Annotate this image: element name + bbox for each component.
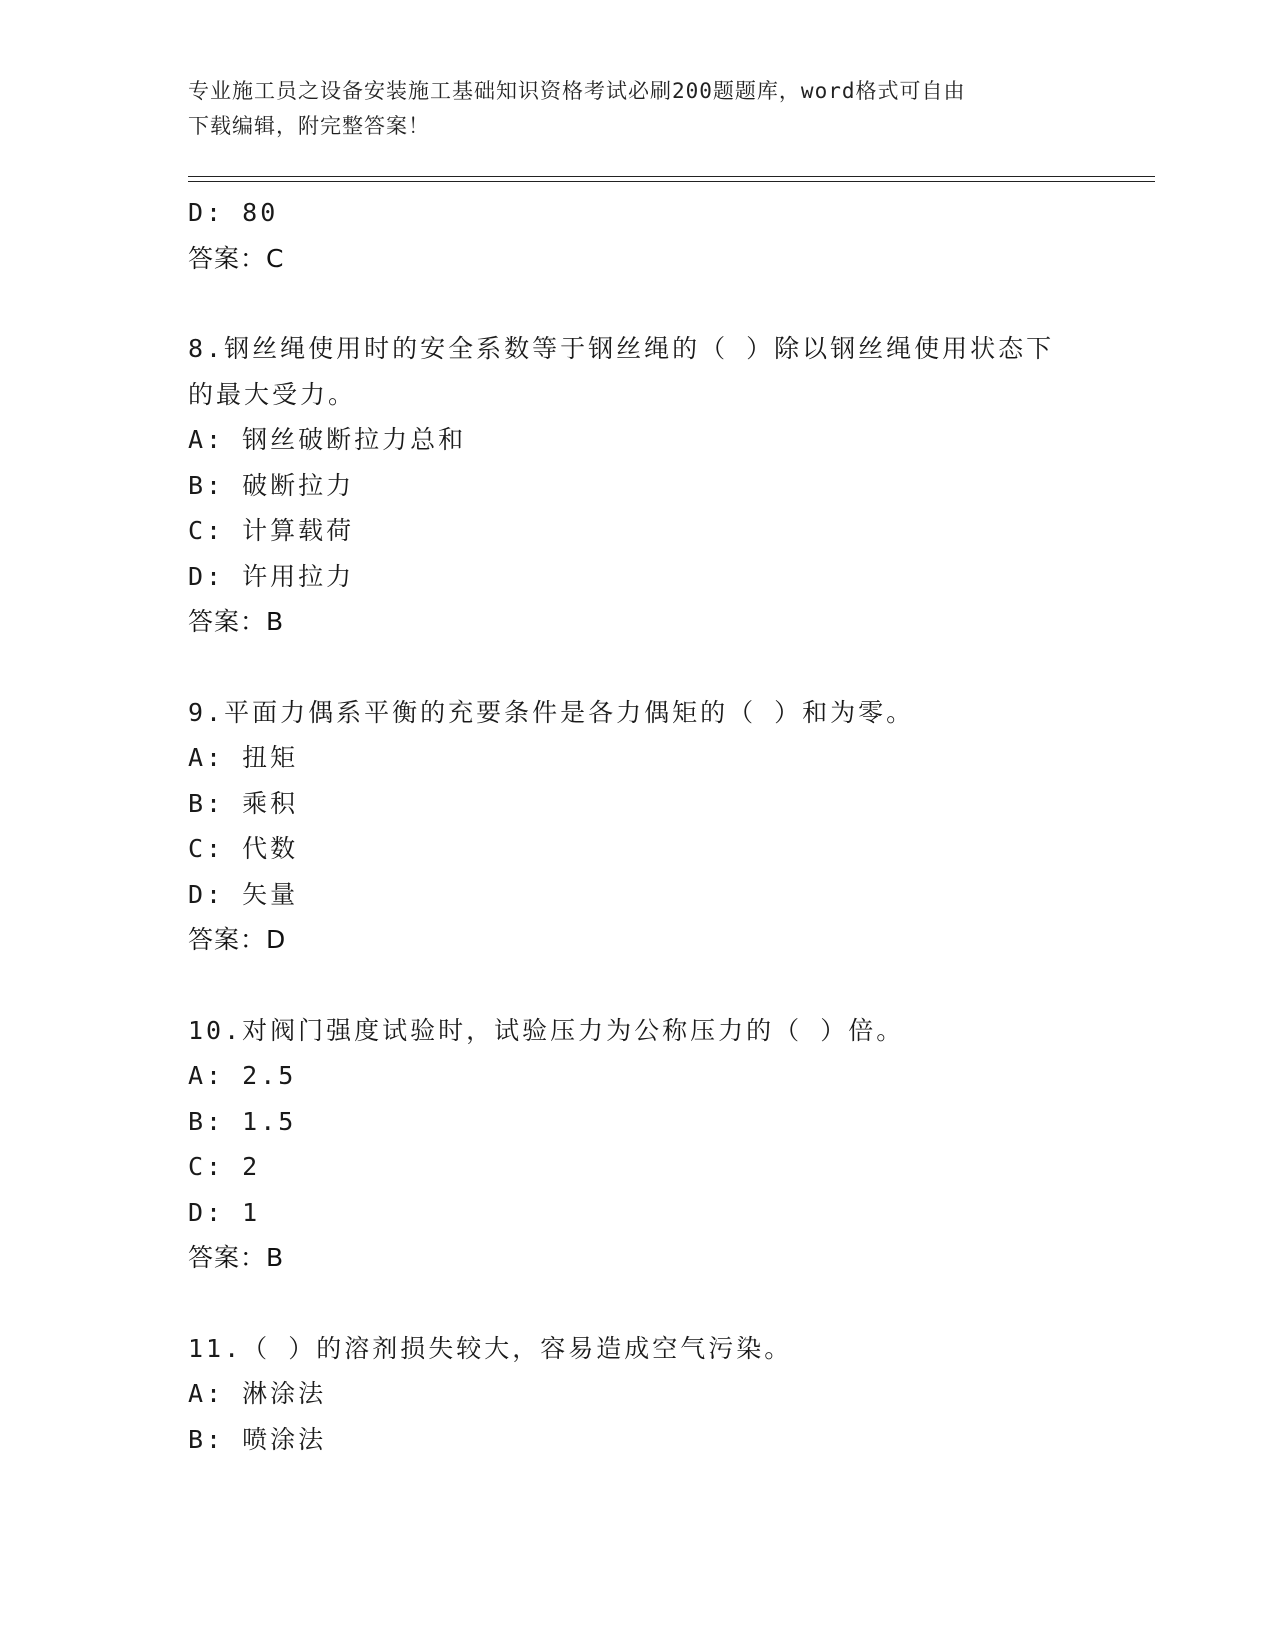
answer-line: 答案：B	[188, 607, 285, 636]
question-9	[188, 690, 1088, 963]
option-a: A: 2.5	[188, 1061, 297, 1090]
option-c: C: 计算载荷	[188, 516, 355, 545]
question-list	[188, 190, 1088, 1462]
question-stem-line-1: 11.（ ）的溶剂损失较大，容易造成空气污染。	[188, 1333, 793, 1363]
spacer	[188, 963, 1088, 1008]
option-b: B: 1.5	[188, 1106, 297, 1136]
question-stem-line-1: 9.平面力偶系平衡的充要条件是各力偶矩的（ ）和为零。	[188, 697, 915, 727]
question-10	[188, 1008, 1088, 1281]
question-stem-line-1: 10.对阀门强度试验时，试验压力为公称压力的（ ）倍。	[188, 1015, 905, 1045]
option-c: C: 2	[188, 1152, 261, 1181]
option-d: D: 许用拉力	[188, 561, 355, 591]
answer-line: 答案：D	[188, 925, 287, 954]
option-a: A: 钢丝破断拉力总和	[188, 425, 467, 454]
option-b: B: 喷涂法	[188, 1424, 327, 1454]
question-11	[188, 1326, 1088, 1463]
option-b: B: 乘积	[188, 788, 299, 818]
option-a: A: 扭矩	[188, 743, 299, 772]
document-header	[188, 74, 1088, 144]
answer-line: 答案：B	[188, 1243, 285, 1272]
question-7-tail	[188, 190, 1088, 281]
option-c: C: 代数	[188, 834, 299, 863]
header-divider-top	[188, 176, 1155, 177]
header-line-2: 下载编辑，附完整答案！	[188, 114, 430, 138]
question-stem-line-1: 8.钢丝绳使用时的安全系数等于钢丝绳的（ ）除以钢丝绳使用状态下	[188, 334, 1055, 363]
spacer	[188, 645, 1088, 690]
option-d: D: 矢量	[188, 879, 299, 909]
header-line-1: 专业施工员之设备安装施工基础知识资格考试必刷200题题库，word格式可自由	[188, 79, 966, 103]
spacer	[188, 1281, 1088, 1326]
question-stem-line-2: 的最大受力。	[188, 379, 357, 409]
spacer	[188, 281, 1088, 326]
option-d: D: 80	[188, 198, 279, 227]
option-a: A: 淋涂法	[188, 1379, 327, 1408]
option-d: D: 1	[188, 1197, 261, 1227]
answer-line: 答案：C	[188, 243, 285, 273]
question-8	[188, 326, 1088, 645]
option-b: B: 破断拉力	[188, 470, 355, 500]
header-divider-bottom	[188, 181, 1155, 182]
